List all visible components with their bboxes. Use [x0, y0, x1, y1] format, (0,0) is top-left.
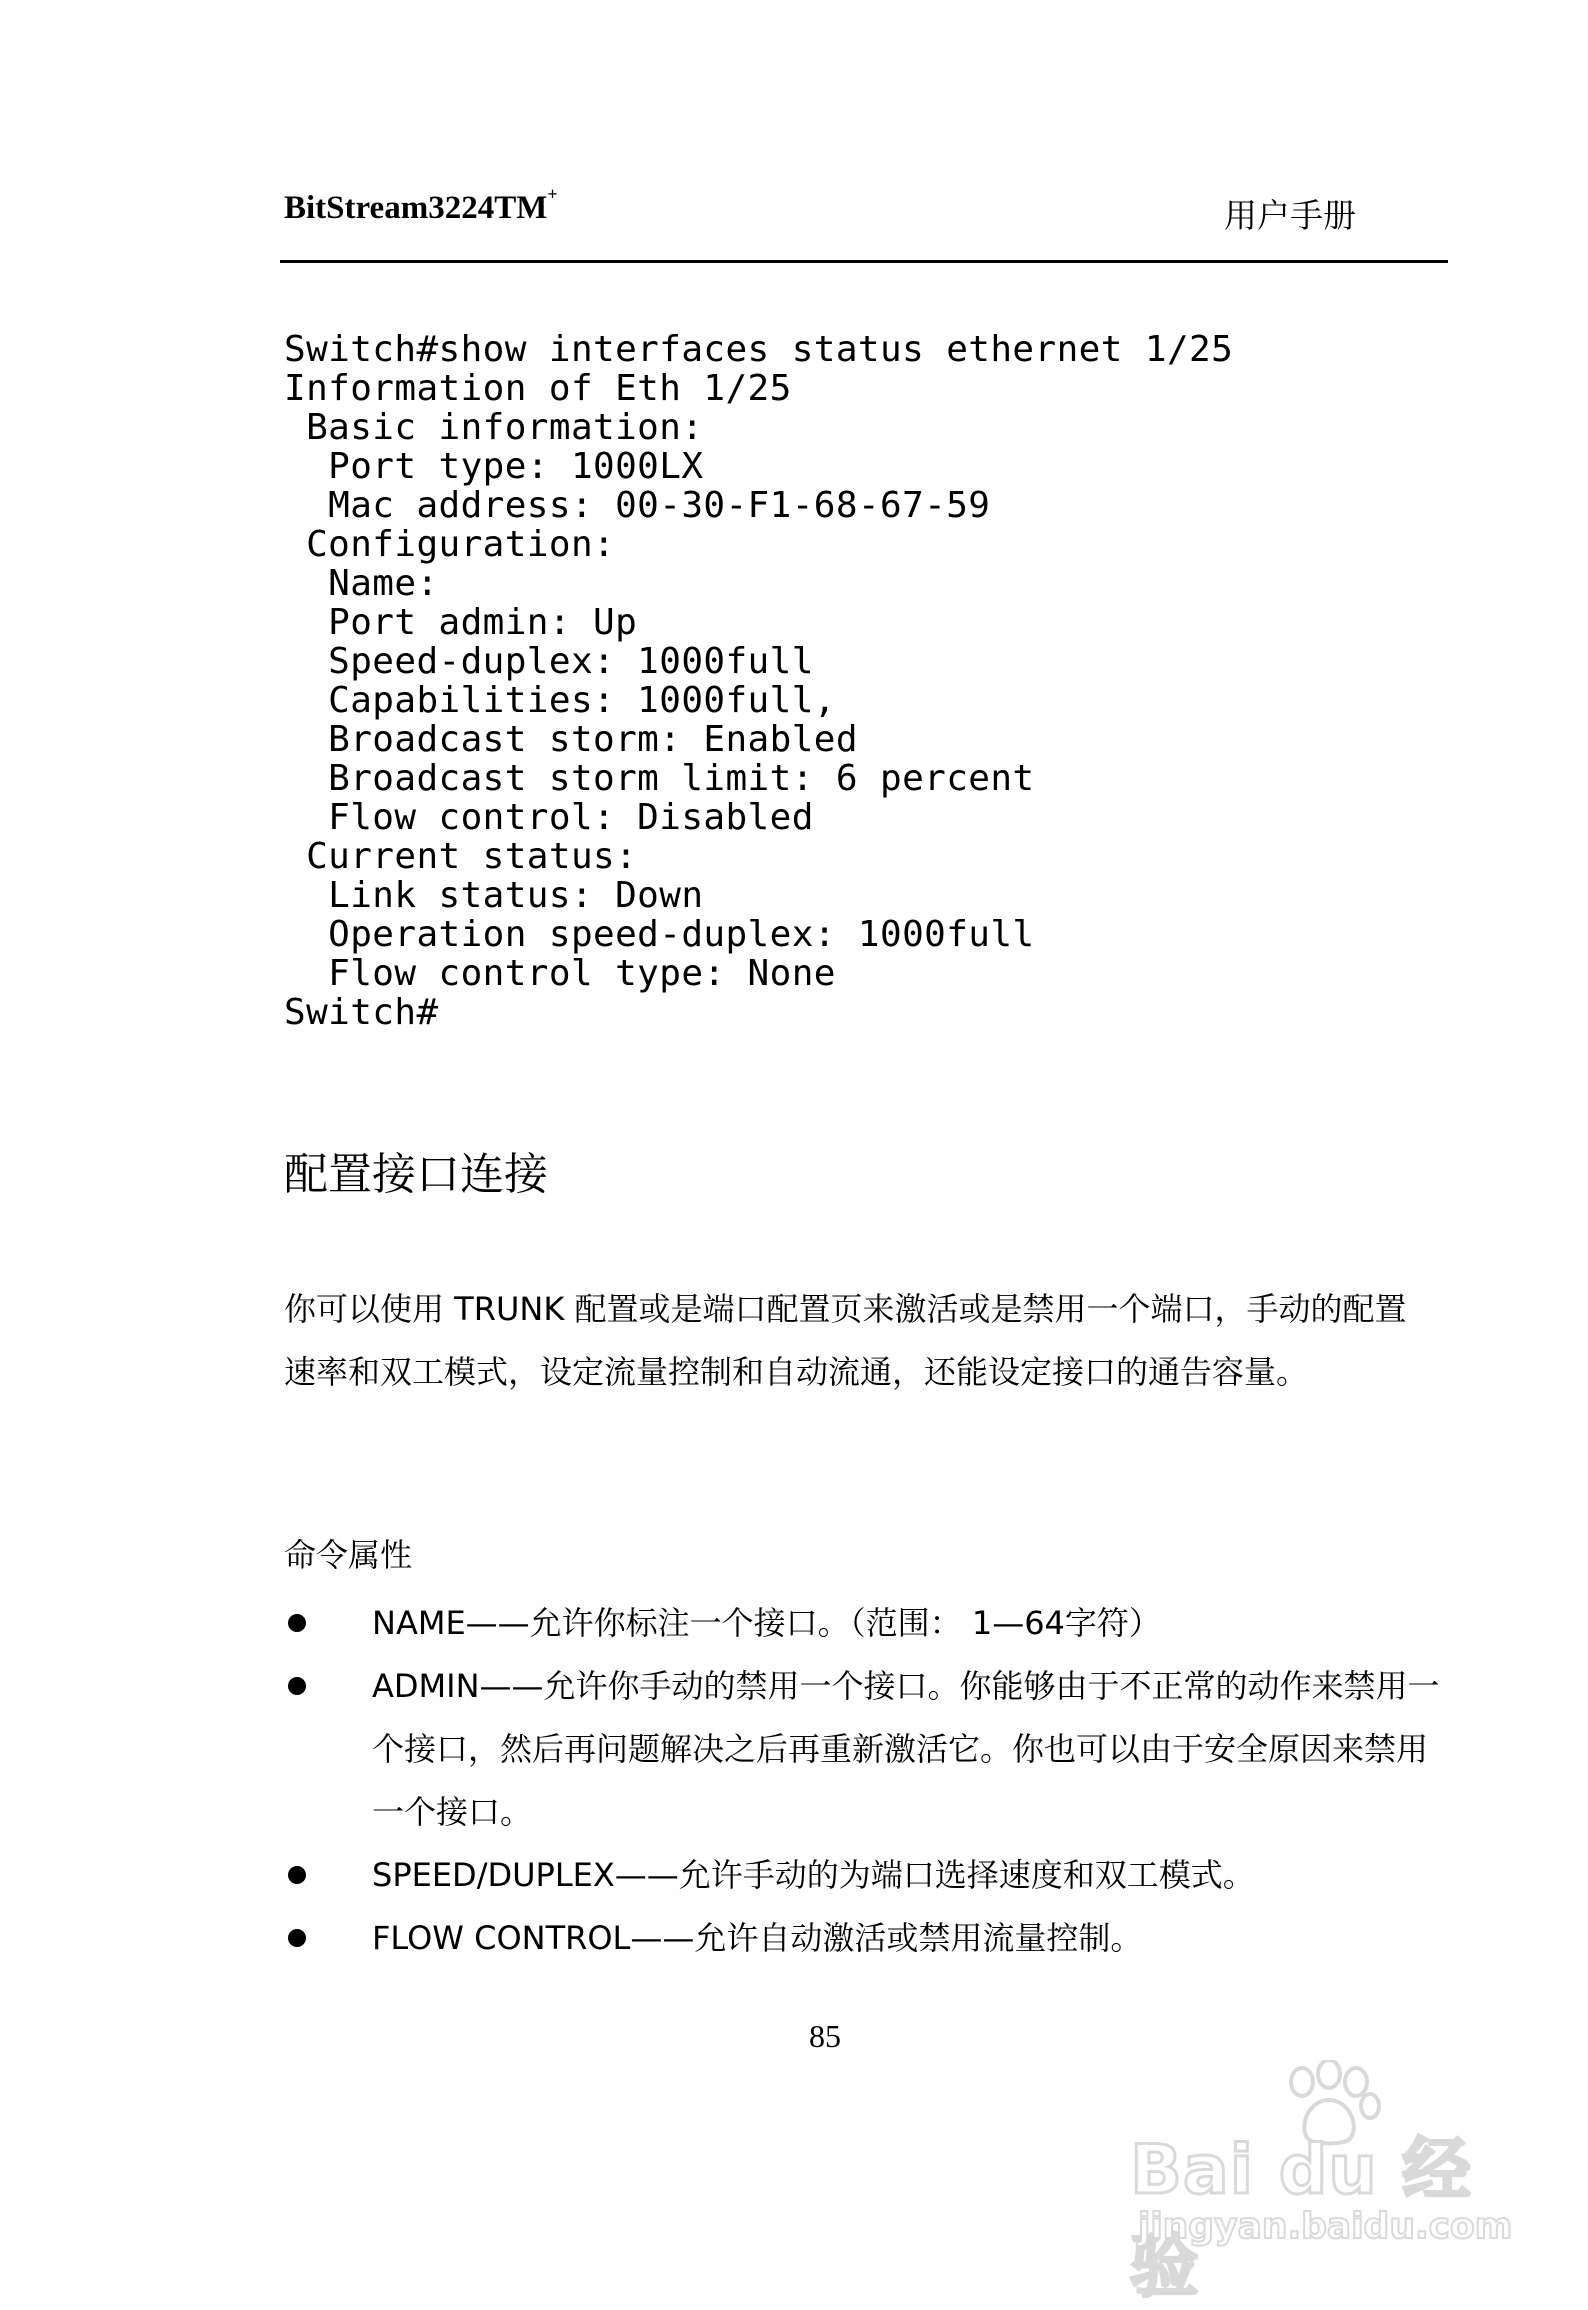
terminal-line: Link status: Down — [284, 875, 704, 916]
list-item — [284, 1907, 1444, 1970]
terminal-line: Basic information: — [284, 407, 704, 448]
terminal-line: Capabilities: 1000full, — [284, 680, 836, 721]
attributes-subheading: 命令属性 — [284, 1536, 413, 1574]
terminal-line: Broadcast storm limit: 6 percent — [284, 758, 1035, 799]
terminal-line: Flow control: Disabled — [284, 797, 814, 838]
terminal-line: Port admin: Up — [284, 602, 638, 643]
terminal-line: Flow control type: None — [284, 953, 836, 994]
list-item — [284, 1655, 1444, 1844]
section-paragraph: 你可以使用 TRUNK 配置或是端口配置页来激活或是禁用一个端口，手动的配置速率和双工模式，设定流量控制和自动流通，还能设定接口的通告容量。 — [284, 1290, 1407, 1391]
list-item-text: FLOW CONTROL——允许自动激活或禁用流量控制。 — [372, 1919, 1143, 1957]
header-manual-title: 用户手册 — [1224, 196, 1356, 235]
bullet-icon — [288, 1866, 306, 1884]
terminal-line: Port type: 1000LX — [284, 446, 704, 487]
list-item-text: SPEED/DUPLEX——允许手动的为端口选择速度和双工模式。 — [372, 1856, 1255, 1894]
terminal-line: Speed-duplex: 1000full — [284, 641, 814, 682]
terminal-output — [284, 330, 1233, 1032]
watermark-brand: Bai du 经验 — [1130, 2131, 1472, 2307]
list-item — [284, 1844, 1444, 1907]
page-number: 85 — [809, 2018, 841, 2054]
terminal-line: Mac address: 00-30-F1-68-67-59 — [284, 485, 991, 526]
attribute-list — [284, 1592, 1444, 1970]
terminal-line: Broadcast storm: Enabled — [284, 719, 858, 760]
terminal-line: Switch#show interfaces status ethernet 1/25 — [284, 329, 1234, 370]
list-item — [284, 1592, 1444, 1655]
terminal-line: Name: — [284, 563, 439, 604]
terminal-line: Configuration: — [284, 524, 616, 565]
terminal-line: Information of Eth 1/25 — [284, 368, 792, 409]
list-item-text: ADMIN——允许你手动的禁用一个接口。你能够由于不正常的动作来禁用一个接口，然后再问题解决之后再重新激活它。你也可以由于安全原因来禁用一个接口。 — [372, 1667, 1440, 1831]
header-divider — [280, 260, 1448, 263]
watermark-url: jingyan.baidu.com — [1138, 2206, 1513, 2247]
terminal-line: Current status: — [284, 836, 638, 877]
list-item-text: NAME——允许你标注一个接口。（范围： 1—64字符） — [372, 1604, 1161, 1642]
bullet-icon — [288, 1677, 306, 1695]
bullet-icon — [288, 1929, 306, 1947]
trademark-superscript: + — [547, 184, 558, 204]
terminal-line: Switch# — [284, 992, 439, 1033]
bullet-icon — [288, 1614, 306, 1632]
section-heading: 配置接口连接 — [284, 1149, 548, 1200]
terminal-line: Operation speed-duplex: 1000full — [284, 914, 1035, 955]
header-product-name: BitStream3224TM+ — [284, 184, 558, 226]
baidu-jingyan-watermark — [1126, 2060, 1513, 2307]
